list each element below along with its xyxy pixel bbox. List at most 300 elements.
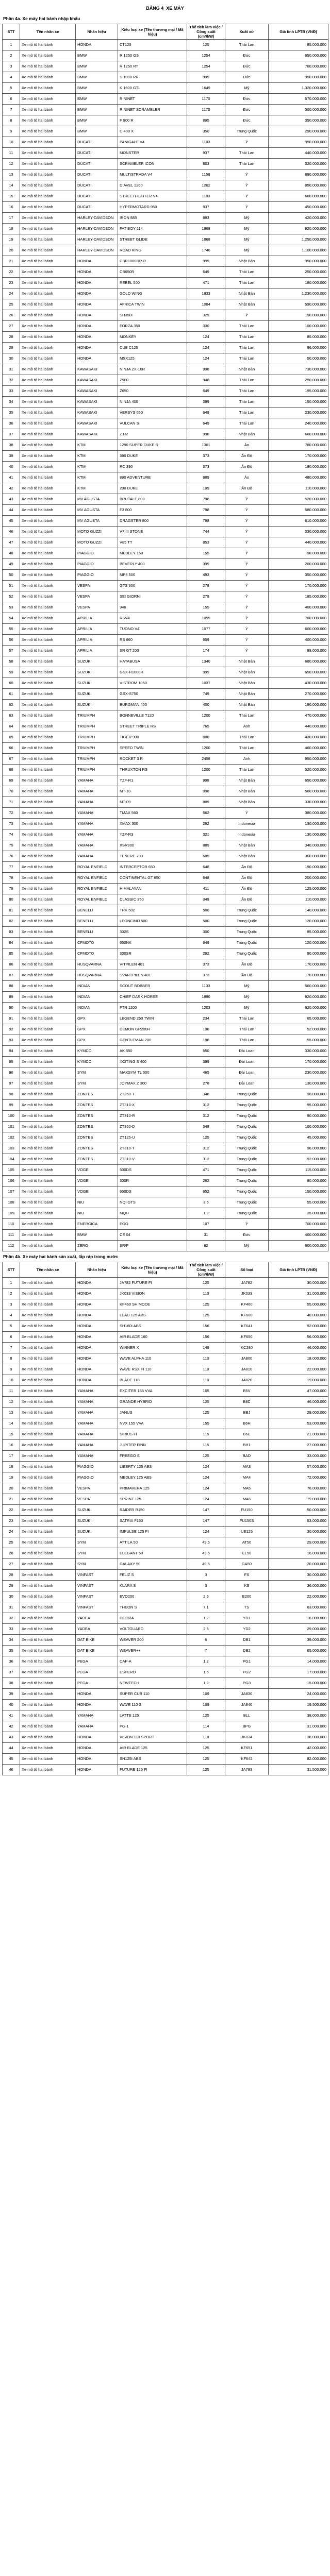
cell-model: NVX 155 VVA [118, 1418, 187, 1429]
cell-brand: HONDA [76, 310, 118, 321]
cell-vehicle-type: Xe mô tô hai bánh [20, 808, 76, 819]
cell-brand: VESPA [76, 1494, 118, 1505]
cell-stt: 57 [3, 646, 20, 656]
cell-capacity: 1099 [187, 613, 225, 624]
table-row [3, 1743, 328, 1754]
cell-stt: 27 [3, 1559, 20, 1570]
cell-capacity: 198 [187, 1035, 225, 1046]
cell-capacity: 3 [187, 1570, 225, 1581]
cell-price: 680.000.000 [269, 656, 328, 667]
cell-vehicle-type: Xe mô tô hai bánh [20, 1548, 76, 1559]
cell-vehicle-type: Xe mô tô hai bánh [20, 1743, 76, 1754]
table-row [3, 1462, 328, 1472]
cell-stt: 26 [3, 1548, 20, 1559]
cell-brand: HONDA [76, 1743, 118, 1754]
table-row [3, 1537, 328, 1548]
table-row [3, 970, 328, 981]
cell-vehicle-type: Xe mô tô hai bánh [20, 494, 76, 505]
cell-origin: JA820 [225, 1375, 269, 1386]
table-row [3, 1343, 328, 1353]
cell-brand: SYM [76, 1078, 118, 1089]
cell-origin: Thái Lan [225, 710, 269, 721]
cell-vehicle-type: Xe mô tô hai bánh [20, 1321, 76, 1332]
cell-origin: Trung Quốc [225, 1187, 269, 1197]
cell-vehicle-type: Xe mô tô hai bánh [20, 159, 76, 170]
cell-capacity: 125 [187, 1765, 225, 1775]
cell-brand: SUZUKI [76, 700, 118, 710]
cell-brand: KAWASAKI [76, 386, 118, 397]
table-row [3, 581, 328, 591]
cell-stt: 100 [3, 1111, 20, 1122]
cell-model: LEAD 125 ABS [118, 1310, 187, 1321]
cell-model: LEGEND 250 TWIN [118, 1013, 187, 1024]
table-row [3, 1013, 328, 1024]
cell-brand: SUZUKI [76, 667, 118, 678]
cell-capacity: 125 [187, 1710, 225, 1721]
cell-stt: 41 [3, 472, 20, 483]
table-row [3, 1700, 328, 1710]
cell-stt: 46 [3, 527, 20, 537]
cell-origin: Mỹ [225, 981, 269, 992]
cell-capacity: 1262 [187, 180, 225, 191]
cell-origin: Ấn Độ [225, 884, 269, 894]
cell-origin: KF651 [225, 1743, 269, 1754]
cell-vehicle-type: Xe mô tô hai bánh [20, 137, 76, 148]
cell-brand: BMW [76, 115, 118, 126]
cell-brand: PIAGGIO [76, 1462, 118, 1472]
cell-origin: Nhật Bản [225, 364, 269, 375]
cell-model: JK033 VISION [118, 1289, 187, 1299]
cell-capacity: 125 [187, 1278, 225, 1289]
cell-model: R NINET SCRAMBLER [118, 105, 187, 115]
cell-stt: 25 [3, 299, 20, 310]
cell-stt: 28 [3, 1570, 20, 1581]
table-row [3, 397, 328, 408]
cell-stt: 44 [3, 1743, 20, 1754]
cell-brand: KAWASAKI [76, 408, 118, 418]
table-row [3, 462, 328, 472]
cell-brand: YAMAHA [76, 808, 118, 819]
cell-brand: YAMAHA [76, 851, 118, 862]
table-row [3, 667, 328, 678]
cell-stt: 26 [3, 310, 20, 321]
cell-model: R NINET [118, 94, 187, 105]
table-row [3, 1197, 328, 1208]
cell-stt: 59 [3, 667, 20, 678]
cell-price: 650.000.000 [269, 775, 328, 786]
cell-vehicle-type: Xe mô tô hai bánh [20, 1732, 76, 1743]
cell-capacity: 1833 [187, 289, 225, 299]
cell-price: 190.000.000 [269, 862, 328, 873]
cell-capacity: 3 [187, 1581, 225, 1591]
cell-vehicle-type: Xe mô tô hai bánh [20, 299, 76, 310]
cell-vehicle-type: Xe mô tô hai bánh [20, 1581, 76, 1591]
cell-capacity: 278 [187, 1078, 225, 1089]
table-row [3, 862, 328, 873]
cell-model: SR GT 200 [118, 646, 187, 656]
header-brand: Nhãn hiệu [76, 24, 118, 40]
cell-vehicle-type: Xe mô tô hai bánh [20, 1310, 76, 1321]
cell-capacity: 155 [187, 602, 225, 613]
cell-brand: HONDA [76, 1364, 118, 1375]
cell-vehicle-type: Xe mô tô hai bánh [20, 289, 76, 299]
cell-capacity: 115 [187, 1440, 225, 1451]
cell-origin: KF641 [225, 1321, 269, 1332]
table-row [3, 40, 328, 50]
cell-capacity: 124 [187, 1483, 225, 1494]
cell-origin: B6H [225, 1418, 269, 1429]
cell-vehicle-type: Xe mô tô hai bánh [20, 1570, 76, 1581]
cell-capacity: 937 [187, 202, 225, 213]
cell-vehicle-type: Xe mô tô hai bánh [20, 94, 76, 105]
cell-capacity: 6 [187, 1635, 225, 1646]
cell-origin: Ấn Độ [225, 462, 269, 472]
cell-price: 90.000.000 [269, 948, 328, 959]
cell-stt: 76 [3, 851, 20, 862]
table-row [3, 905, 328, 916]
cell-price: 570.000.000 [269, 94, 328, 105]
cell-capacity: 110 [187, 1353, 225, 1364]
cell-stt: 7 [3, 1343, 20, 1353]
cell-model: DEMON GR200R [118, 1024, 187, 1035]
cell-vehicle-type: Xe mô tô hai bánh [20, 797, 76, 808]
cell-origin: YD1 [225, 1613, 269, 1624]
cell-origin: Ý [225, 137, 269, 148]
cell-model: JANUS [118, 1408, 187, 1418]
cell-origin: Thái Lan [225, 386, 269, 397]
cell-capacity: 234 [187, 1013, 225, 1024]
cell-price: 100.000.000 [269, 321, 328, 332]
cell-stt: 109 [3, 1208, 20, 1219]
cell-origin: JA783 [225, 1765, 269, 1775]
cell-vehicle-type: Xe mô tô hai bánh [20, 1667, 76, 1678]
cell-vehicle-type: Xe mô tô hai bánh [20, 1299, 76, 1310]
cell-capacity: 399 [187, 559, 225, 570]
cell-price: 55.000.000 [269, 1197, 328, 1208]
cell-brand: YAMAHA [76, 829, 118, 840]
cell-model: INTERCEPTOR 650 [118, 862, 187, 873]
cell-stt: 51 [3, 581, 20, 591]
cell-origin: KS [225, 1581, 269, 1591]
cell-price: 110.000.000 [269, 894, 328, 905]
cell-vehicle-type: Xe mô tô hai bánh [20, 267, 76, 278]
cell-price: 650.000.000 [269, 667, 328, 678]
cell-capacity: 330 [187, 321, 225, 332]
cell-stt: 6 [3, 94, 20, 105]
cell-capacity: 999 [187, 256, 225, 267]
cell-brand: BENELLI [76, 916, 118, 927]
table-row [3, 332, 328, 343]
cell-vehicle-type: Xe mô tô hai bánh [20, 170, 76, 180]
table-row [3, 1111, 328, 1122]
cell-brand: HONDA [76, 1278, 118, 1289]
cell-brand: BMW [76, 72, 118, 83]
header-vehicle-type: Tên nhãn xe [20, 24, 76, 40]
cell-vehicle-type: Xe mô tô hai bánh [20, 1332, 76, 1343]
cell-price: 780.000.000 [269, 440, 328, 451]
cell-price: 45.000.000 [269, 1132, 328, 1143]
cell-brand: ROYAL ENFIELD [76, 884, 118, 894]
cell-stt: 7 [3, 105, 20, 115]
cell-model: MSX125 [118, 353, 187, 364]
table-row [3, 1754, 328, 1765]
cell-capacity: 2458 [187, 754, 225, 765]
cell-price: 180.000.000 [269, 462, 328, 472]
cell-origin: KF650 [225, 1332, 269, 1343]
cell-origin: Ý [225, 1219, 269, 1230]
cell-vehicle-type: Xe mô tô hai bánh [20, 1710, 76, 1721]
cell-model: CBR1000RR-R [118, 256, 187, 267]
cell-origin: Trung Quốc [225, 1089, 269, 1100]
cell-model: WEAVER++ [118, 1646, 187, 1656]
cell-model: GALAXY 50 [118, 1559, 187, 1570]
cell-origin: BAD [225, 1451, 269, 1462]
cell-vehicle-type: Xe mô tô hai bánh [20, 537, 76, 548]
cell-stt: 97 [3, 1078, 20, 1089]
cell-price: 30.000.000 [269, 1278, 328, 1289]
cell-brand: DUCATI [76, 137, 118, 148]
cell-vehicle-type: Xe mô tô hai bánh [20, 1208, 76, 1219]
cell-origin: JA830 [225, 1689, 269, 1700]
cell-capacity: 199 [187, 483, 225, 494]
cell-capacity: 1077 [187, 624, 225, 635]
cell-capacity: 1301 [187, 440, 225, 451]
cell-stt: 2 [3, 50, 20, 61]
cell-capacity: 373 [187, 462, 225, 472]
cell-brand: HONDA [76, 289, 118, 299]
cell-price: 230.000.000 [269, 408, 328, 418]
cell-vehicle-type: Xe mô tô hai bánh [20, 743, 76, 754]
cell-vehicle-type: Xe mô tô hai bánh [20, 180, 76, 191]
cell-price: 17.000.000 [269, 1667, 328, 1678]
cell-brand: MV AGUSTA [76, 505, 118, 516]
table-row [3, 1386, 328, 1397]
cell-vehicle-type: Xe mô tô hai bánh [20, 1765, 76, 1775]
cell-model: BLADE 110 [118, 1375, 187, 1386]
table-row [3, 819, 328, 829]
cell-brand: KAWASAKI [76, 418, 118, 429]
cell-model: Z H2 [118, 429, 187, 440]
table-row [3, 343, 328, 353]
cell-model: R 1250 RT [118, 61, 187, 72]
table-domestic [2, 1262, 328, 1775]
cell-model: MULTISTRADA V4 [118, 170, 187, 180]
cell-price: 170.000.000 [269, 581, 328, 591]
cell-vehicle-type: Xe mô tô hai bánh [20, 1176, 76, 1187]
table-row [3, 1689, 328, 1700]
cell-brand: VINFAST [76, 1581, 118, 1591]
cell-capacity: 648 [187, 873, 225, 884]
cell-capacity: 798 [187, 494, 225, 505]
cell-price: 1.100.000.000 [269, 245, 328, 256]
cell-capacity: 1340 [187, 656, 225, 667]
table-row [3, 786, 328, 797]
cell-brand: ROYAL ENFIELD [76, 873, 118, 884]
cell-model: F 900 R [118, 115, 187, 126]
cell-stt: 25 [3, 1537, 20, 1548]
cell-model: 890 ADVENTURE [118, 472, 187, 483]
cell-price: 170.000.000 [269, 1057, 328, 1067]
cell-capacity: 312 [187, 1143, 225, 1154]
cell-price: 200.000.000 [269, 559, 328, 570]
table-body-imported [3, 40, 328, 1251]
cell-model: SCOUT BOBBER [118, 981, 187, 992]
table-row [3, 505, 328, 516]
cell-brand: KTM [76, 451, 118, 462]
cell-model: S 1000 RR [118, 72, 187, 83]
cell-origin: Anh [225, 754, 269, 765]
table-row [3, 72, 328, 83]
cell-vehicle-type: Xe mô tô hai bánh [20, 1230, 76, 1241]
cell-origin: B6E [225, 1429, 269, 1440]
table-row [3, 1165, 328, 1176]
cell-price: 185.000.000 [269, 591, 328, 602]
cell-capacity: 765 [187, 721, 225, 732]
cell-origin: KF600 [225, 1310, 269, 1321]
table-row [3, 310, 328, 321]
cell-brand: KAWASAKI [76, 364, 118, 375]
section-title-domestic: Phần 4b. Xe máy hai bánh sản xuất, lắp ráp trong nước [3, 1254, 118, 1259]
cell-capacity: 125 [187, 1743, 225, 1754]
cell-model: ROAD KING [118, 245, 187, 256]
table-row [3, 1230, 328, 1241]
cell-vehicle-type: Xe mô tô hai bánh [20, 1656, 76, 1667]
cell-model: THEON S [118, 1602, 187, 1613]
cell-model: VITPILEN 401 [118, 959, 187, 970]
table-row [3, 299, 328, 310]
cell-stt: 75 [3, 840, 20, 851]
cell-price: 195.000.000 [269, 386, 328, 397]
cell-stt: 28 [3, 332, 20, 343]
cell-price: 29.000.000 [269, 1624, 328, 1635]
cell-stt: 9 [3, 1364, 20, 1375]
cell-capacity: 411 [187, 884, 225, 894]
cell-origin: Mỹ [225, 245, 269, 256]
cell-capacity: 329 [187, 310, 225, 321]
table-row [3, 1505, 328, 1516]
cell-brand: HONDA [76, 1375, 118, 1386]
cell-brand: TRIUMPH [76, 721, 118, 732]
table-row [3, 1353, 328, 1364]
cell-capacity: 373 [187, 959, 225, 970]
cell-price: 19.500.000 [269, 1700, 328, 1710]
cell-brand: TRIUMPH [76, 754, 118, 765]
cell-vehicle-type: Xe mô tô hai bánh [20, 938, 76, 948]
cell-origin: Nhật Bản [225, 700, 269, 710]
cell-brand: VINFAST [76, 1602, 118, 1613]
cell-origin: Thái Lan [225, 148, 269, 159]
cell-origin: EL50 [225, 1548, 269, 1559]
cell-vehicle-type: Xe mô tô hai bánh [20, 1165, 76, 1176]
cell-vehicle-type: Xe mô tô hai bánh [20, 1278, 76, 1289]
table-row [3, 981, 328, 992]
cell-capacity: 125 [187, 1754, 225, 1765]
cell-brand: VESPA [76, 602, 118, 613]
cell-vehicle-type: Xe mô tô hai bánh [20, 970, 76, 981]
cell-origin: Trung Quốc [225, 1165, 269, 1176]
table-row [3, 1548, 328, 1559]
table-row [3, 213, 328, 224]
table-row [3, 1732, 328, 1743]
table-row [3, 1559, 328, 1570]
cell-model: IMPULSE 125 FI [118, 1527, 187, 1537]
table-row [3, 1765, 328, 1775]
cell-model: VULCAN S [118, 418, 187, 429]
cell-origin: Thái Lan [225, 1013, 269, 1024]
cell-origin: Ý [225, 180, 269, 191]
cell-vehicle-type: Xe mô tô hai bánh [20, 548, 76, 559]
table-row [3, 364, 328, 375]
table-row [3, 1310, 328, 1321]
cell-origin: Ấn Độ [225, 862, 269, 873]
table-row [3, 61, 328, 72]
cell-capacity: 998 [187, 786, 225, 797]
table-row [3, 1122, 328, 1132]
cell-origin: MA5 [225, 1483, 269, 1494]
cell-origin: Thái Lan [225, 397, 269, 408]
table-row [3, 1656, 328, 1667]
table-row [3, 1024, 328, 1035]
cell-stt: 84 [3, 938, 20, 948]
cell-price: 150.000.000 [269, 397, 328, 408]
cell-origin: Indonesia [225, 829, 269, 840]
cell-price: 440.000.000 [269, 148, 328, 159]
cell-price: 320.000.000 [269, 159, 328, 170]
cell-origin: Mỹ [225, 213, 269, 224]
cell-vehicle-type: Xe mô tô hai bánh [20, 1462, 76, 1472]
cell-capacity: 124 [187, 1494, 225, 1505]
table-row [3, 105, 328, 115]
cell-price: 950.000.000 [269, 72, 328, 83]
cell-vehicle-type: Xe mô tô hai bánh [20, 905, 76, 916]
cell-model: GSX-R1000R [118, 667, 187, 678]
cell-capacity: 155 [187, 1418, 225, 1429]
cell-origin: Ấn Độ [225, 894, 269, 905]
cell-price: 55.000.000 [269, 1035, 328, 1046]
cell-capacity: 465 [187, 1067, 225, 1078]
cell-model: KF460 SH MODE [118, 1299, 187, 1310]
cell-vehicle-type: Xe mô tô hai bánh [20, 981, 76, 992]
cell-stt: 48 [3, 548, 20, 559]
cell-stt: 39 [3, 451, 20, 462]
cell-origin: Đức [225, 1230, 269, 1241]
cell-capacity: 471 [187, 1165, 225, 1176]
table-row [3, 1721, 328, 1732]
table-row [3, 1046, 328, 1057]
cell-price: 290.000.000 [269, 375, 328, 386]
cell-price: 1.250.000.000 [269, 234, 328, 245]
cell-brand: BMW [76, 105, 118, 115]
cell-brand: SUZUKI [76, 656, 118, 667]
cell-stt: 33 [3, 1624, 20, 1635]
cell-model: PANIGALE V4 [118, 137, 187, 148]
cell-capacity: 107 [187, 1219, 225, 1230]
cell-vehicle-type: Xe mô tô hai bánh [20, 1353, 76, 1364]
cell-model: FORZA 350 [118, 321, 187, 332]
cell-brand: ZONTES [76, 1122, 118, 1132]
cell-vehicle-type: Xe mô tô hai bánh [20, 1132, 76, 1143]
cell-model: DRAGSTER 800 [118, 516, 187, 527]
cell-brand: KAWASAKI [76, 429, 118, 440]
cell-origin: Thái Lan [225, 278, 269, 289]
table-row [3, 894, 328, 905]
table-row [3, 451, 328, 462]
cell-vehicle-type: Xe mô tô hai bánh [20, 721, 76, 732]
cell-stt: 16 [3, 202, 20, 213]
cell-brand: YAMAHA [76, 775, 118, 786]
cell-price: 31.000.000 [269, 1289, 328, 1299]
cell-capacity: 292 [187, 948, 225, 959]
